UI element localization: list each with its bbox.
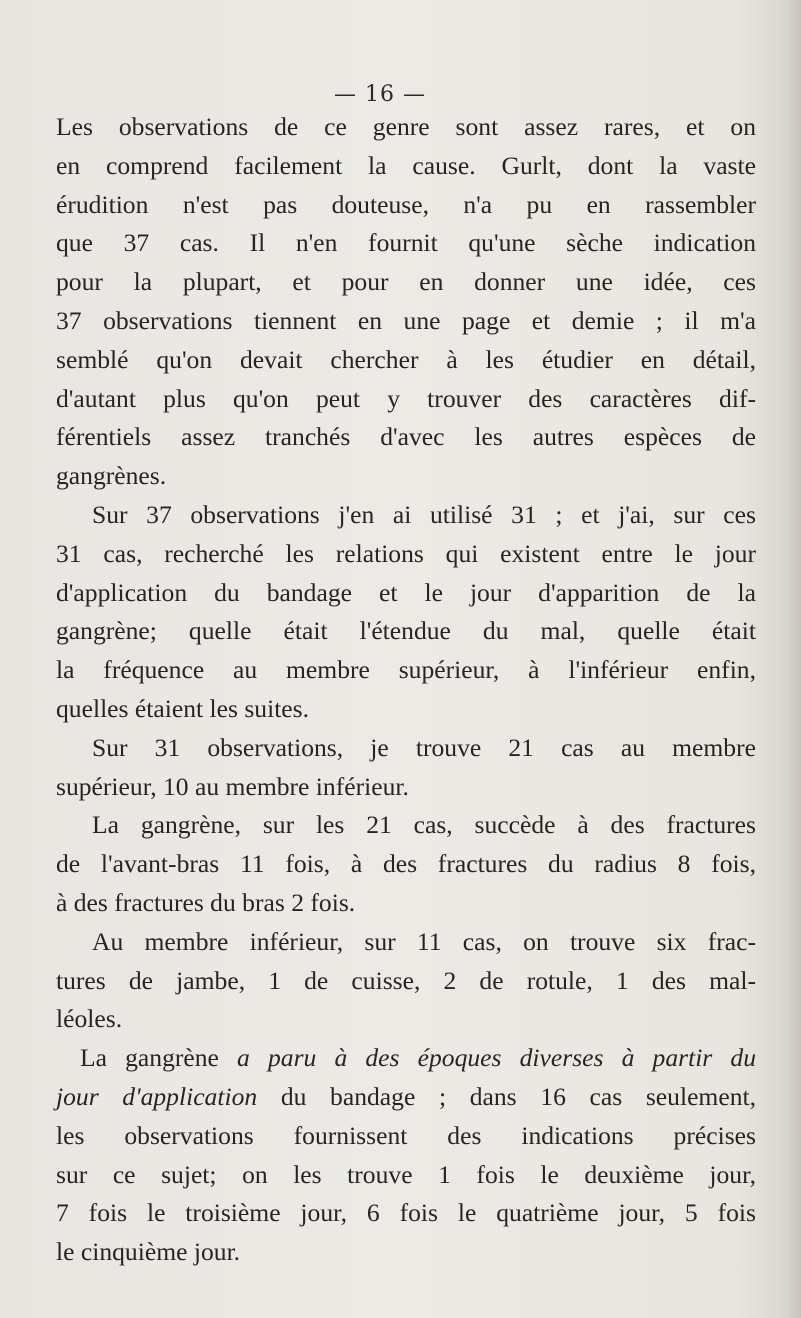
text-line: à des fractures du bras 2 fois. (56, 887, 356, 917)
page-number: — 16 — (334, 82, 426, 107)
text-line: de l'avant-bras 11 fois, à des fractures du radius 8 fois, (56, 849, 756, 879)
text-line: sur ce sujet; on les trouve 1 fois le deuxième jour, (56, 1159, 756, 1189)
text-line: 37 observations tiennent en une page et demie ; il m'a (56, 305, 756, 335)
text-line: le cinquième jour. (56, 1237, 241, 1267)
text-line: que 37 cas. Il n'en fournit qu'une sèche indication (56, 228, 756, 258)
text-line: 31 cas, recherché les relations qui existent entre le jour (56, 538, 756, 568)
text-line: gangrènes. (56, 461, 167, 491)
text-line: Les observations de ce genre sont assez rares, et on (56, 112, 756, 141)
text-line: léoles. (56, 1004, 123, 1034)
text-line: Sur 37 observations j'en ai utilisé 31 ; et j'ai, sur ces (92, 499, 756, 529)
text-line: supérieur, 10 au membre inférieur. (56, 771, 409, 801)
text-line: pour la plupart, et pour en donner une idée, ces (56, 267, 756, 297)
text-line: férentiels assez tranchés d'avec les autres espèces de (56, 422, 756, 452)
text-italic: a paru à des époques diverses à partir du (237, 1043, 756, 1073)
text-line-mixed (56, 1078, 756, 1117)
text-line: Sur 31 observations, je trouve 21 cas au membre (92, 732, 756, 762)
text-line: en comprend facilement la cause. Gurlt, dont la vaste (56, 150, 756, 180)
text-line: Au membre inférieur, sur 11 cas, on trouve six frac- (92, 926, 756, 956)
page-edge-shadow (787, 0, 801, 1318)
text-line: les observations fournissent des indications précises (56, 1120, 756, 1150)
text-line: quelles étaient les suites. (56, 693, 310, 723)
text-line: érudition n'est pas douteuse, n'a pu en rassembler (56, 189, 756, 219)
text-line: La gangrène, sur les 21 cas, succède à des fractures (92, 810, 756, 840)
text-normal: du bandage ; dans 16 cas seulement, (257, 1081, 757, 1111)
body-text (56, 108, 756, 1272)
text-line-mixed (56, 1039, 756, 1078)
text-line: la fréquence au membre supérieur, à l'inférieur enfin, (56, 655, 756, 685)
text-line: d'autant plus qu'on peut y trouver des caractères dif- (56, 383, 756, 413)
text-line: gangrène; quelle était l'étendue du mal, quelle était (56, 616, 756, 646)
text-line: semblé qu'on devait chercher à les étudier en détail, (56, 344, 756, 374)
text-line: 7 fois le troisième jour, 6 fois le quatrième jour, 5 fois (56, 1198, 756, 1228)
text-line: d'application du bandage et le jour d'apparition de la (56, 577, 756, 607)
text-line: tures de jambe, 1 de cuisse, 2 de rotule, 1 des mal- (56, 965, 756, 995)
text-normal: La gangrène (80, 1043, 238, 1073)
text-italic: jour d'application (56, 1081, 258, 1111)
